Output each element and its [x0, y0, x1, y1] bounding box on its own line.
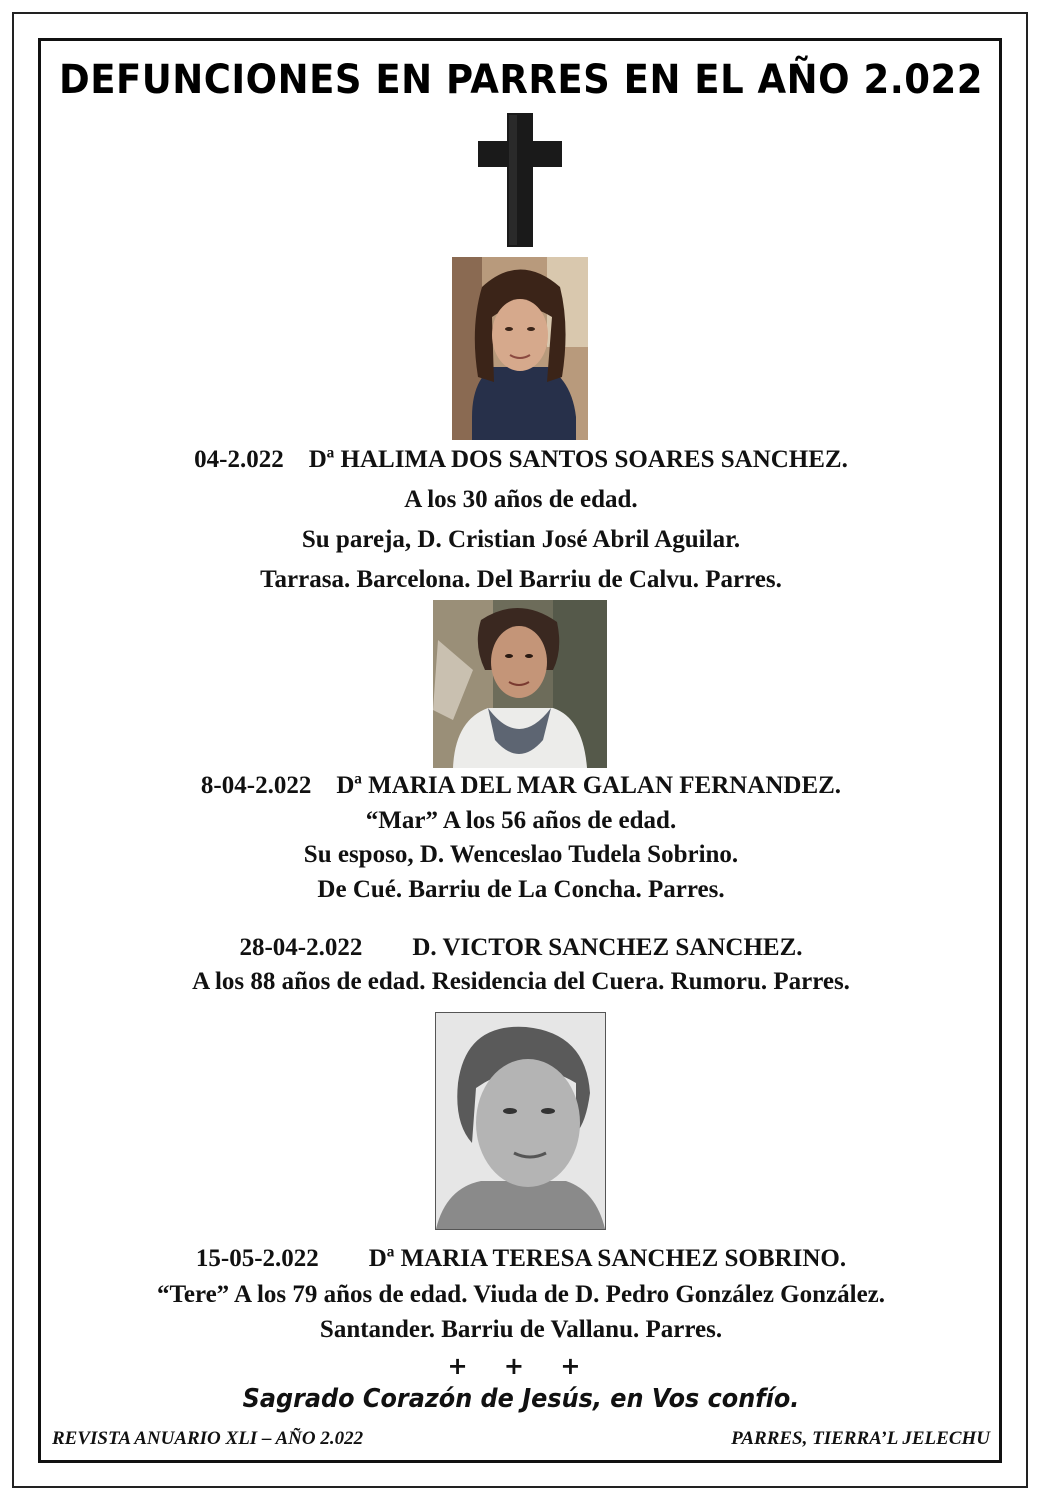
portrait-photo-halima	[452, 257, 588, 440]
entry-heading: 28-04-2.022 D. VICTOR SANCHEZ SANCHEZ.	[239, 934, 803, 961]
entry-line: A los 30 años de edad.	[404, 486, 638, 513]
portrait-photo-tere	[435, 1012, 606, 1230]
entry-line: “Tere” A los 79 años de edad. Viuda de D. Pedro González González.	[156, 1281, 886, 1308]
closing-motto: Sagrado Corazón de Jesús, en Vos confío.	[242, 1384, 800, 1414]
entry-line: De Cué. Barriu de La Concha. Parres.	[317, 876, 725, 903]
portrait-photo-mar	[433, 600, 607, 768]
entry-line: “Mar” A los 56 años de edad.	[365, 807, 677, 834]
closing-crosses: + + +	[447, 1352, 595, 1380]
entry-heading: 04-2.022 Dª HALIMA DOS SANTOS SOARES SANCHEZ.	[194, 446, 848, 473]
entry-line: Su esposo, D. Wenceslao Tudela Sobrino.	[303, 841, 739, 868]
entry-heading: 8-04-2.022 Dª MARIA DEL MAR GALAN FERNANDEZ.	[200, 772, 842, 799]
entry-line: Su pareja, D. Cristian José Abril Aguilar.	[301, 526, 741, 553]
page-title: DEFUNCIONES EN PARRES EN EL AÑO 2.022	[58, 56, 983, 103]
entry-line: Santander. Barriu de Vallanu. Parres.	[319, 1316, 723, 1343]
entry-line: A los 88 años de edad. Residencia del Cuera. Rumoru. Parres.	[192, 968, 850, 995]
footer-left: REVISTA ANUARIO XLI – AÑO 2.022	[52, 1428, 364, 1449]
cross-icon	[478, 113, 562, 247]
entry-heading: 15-05-2.022 Dª MARIA TERESA SANCHEZ SOBRINO.	[195, 1245, 847, 1272]
footer-right: PARRES, TIERRA’L JELECHU	[731, 1428, 990, 1449]
entry-line: Tarrasa. Barcelona. Del Barriu de Calvu. Parres.	[260, 566, 782, 593]
